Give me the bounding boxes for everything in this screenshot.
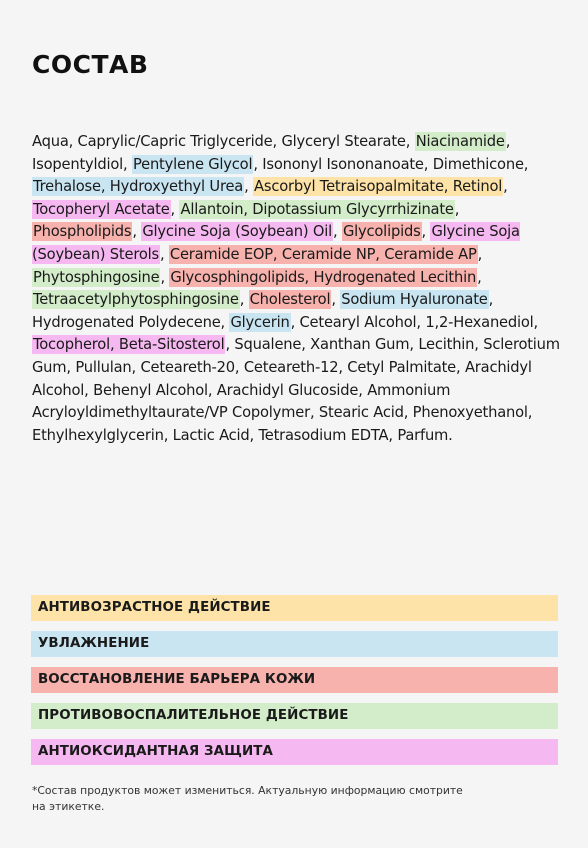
- highlighted-ingredient: Glycolipids: [342, 223, 421, 241]
- legend-item-hydration: УВЛАЖНЕНИЕ: [31, 631, 558, 657]
- highlighted-ingredient: Phytosphingosine: [33, 268, 160, 286]
- highlighted-ingredient: Niacinamide: [415, 133, 505, 150]
- ingredient-text: ,: [421, 223, 431, 241]
- highlighted-ingredient: Tocopherol, Beta-Sitosterol: [33, 336, 225, 354]
- ingredient-text: ,: [331, 291, 341, 309]
- ingredient-text: , Hydrogenated Polydecene,: [32, 291, 494, 331]
- highlighted-ingredient: Glycerin: [230, 313, 290, 331]
- highlighted-ingredient: Ascorbyl Tetraisopalmitate, Retinol: [254, 178, 503, 196]
- highlighted-ingredient: Glycosphingolipids, Hydrogenated Lecithin: [170, 268, 477, 286]
- ingredient-text: ,: [503, 178, 508, 196]
- highlighted-ingredient: Phospholipids: [33, 223, 132, 241]
- page-title: СОСТАВ: [32, 50, 149, 79]
- legend-item-barrier: ВОССТАНОВЛЕНИЕ БАРЬЕРА КОЖИ: [31, 667, 558, 693]
- ingredient-text: ,: [477, 268, 482, 286]
- ingredient-text: ,: [160, 268, 170, 286]
- ingredient-text: Aqua, Caprylic/Capric Triglyceride, Glyceryl Stearate,: [32, 133, 415, 150]
- highlighted-ingredient: Cholesterol: [249, 291, 331, 309]
- legend-item-antiinflammatory: ПРОТИВОВОСПАЛИТЕЛЬНОЕ ДЕЙСТВИЕ: [31, 703, 558, 729]
- ingredient-text: ,: [333, 223, 342, 241]
- highlighted-ingredient: Trehalose, Hydroxyethyl Urea: [33, 178, 244, 196]
- ingredients-list: [32, 131, 560, 447]
- ingredient-text: ,: [170, 200, 180, 218]
- highlighted-ingredient: Ceramide EOP, Ceramide NP, Ceramide AP: [169, 245, 477, 263]
- ingredient-text: , Cetearyl Alcohol, 1,2-Hexanediol,: [290, 313, 539, 331]
- ingredient-text: , Isopentyldiol,: [32, 133, 511, 173]
- legend-item-antioxidant: АНТИОКСИДАНТНАЯ ЗАЩИТА: [31, 739, 558, 765]
- ingredient-text: ,: [239, 291, 249, 309]
- ingredient-text: , Squalene, Xanthan Gum, Lecithin, Sclerotium Gum, Pullulan, Ceteareth-20, Ceteareth-12, Cetyl Palmitate, Arachidyl Alcohol, Behenyl Alcohol, Arachidyl Glucoside, Ammonium Acryloyldimethyltaurate/VP Copolymer, Stearic Acid, Phenoxyethanol, Ethylhexylglycerin, Lactic Acid, Tetrasodium EDTA, Parfum.: [32, 336, 560, 444]
- highlighted-ingredient: Glycine Soja (Soybean) Oil: [142, 223, 333, 241]
- highlighted-ingredient: Tetraacetylphytosphingosine: [33, 291, 239, 309]
- highlighted-ingredient: Glycine Soja (Soybean) Sterols: [32, 223, 520, 263]
- ingredient-text: ,: [454, 200, 460, 218]
- disclaimer-note: *Состав продуктов может измениться. Актуальную информацию смотрите на этикетке.: [32, 784, 463, 813]
- ingredient-text: ,: [477, 245, 483, 263]
- legend-item-antiage: АНТИВОЗРАСТНОЕ ДЕЙСТВИЕ: [31, 595, 558, 621]
- ingredient-text: ,: [244, 178, 254, 196]
- ingredient-text: ,: [132, 223, 142, 241]
- highlighted-ingredient: Sodium Hyaluronate: [341, 291, 488, 309]
- highlighted-ingredient: Allantoin, Dipotassium Glycyrrhizinate: [180, 200, 454, 218]
- highlighted-ingredient: Pentylene Glycol: [132, 155, 253, 173]
- ingredient-text: , Isononyl Isononanoate, Dimethicone,: [253, 155, 529, 173]
- highlighted-ingredient: Tocopheryl Acetate: [33, 200, 170, 218]
- ingredient-text: ,: [159, 245, 169, 263]
